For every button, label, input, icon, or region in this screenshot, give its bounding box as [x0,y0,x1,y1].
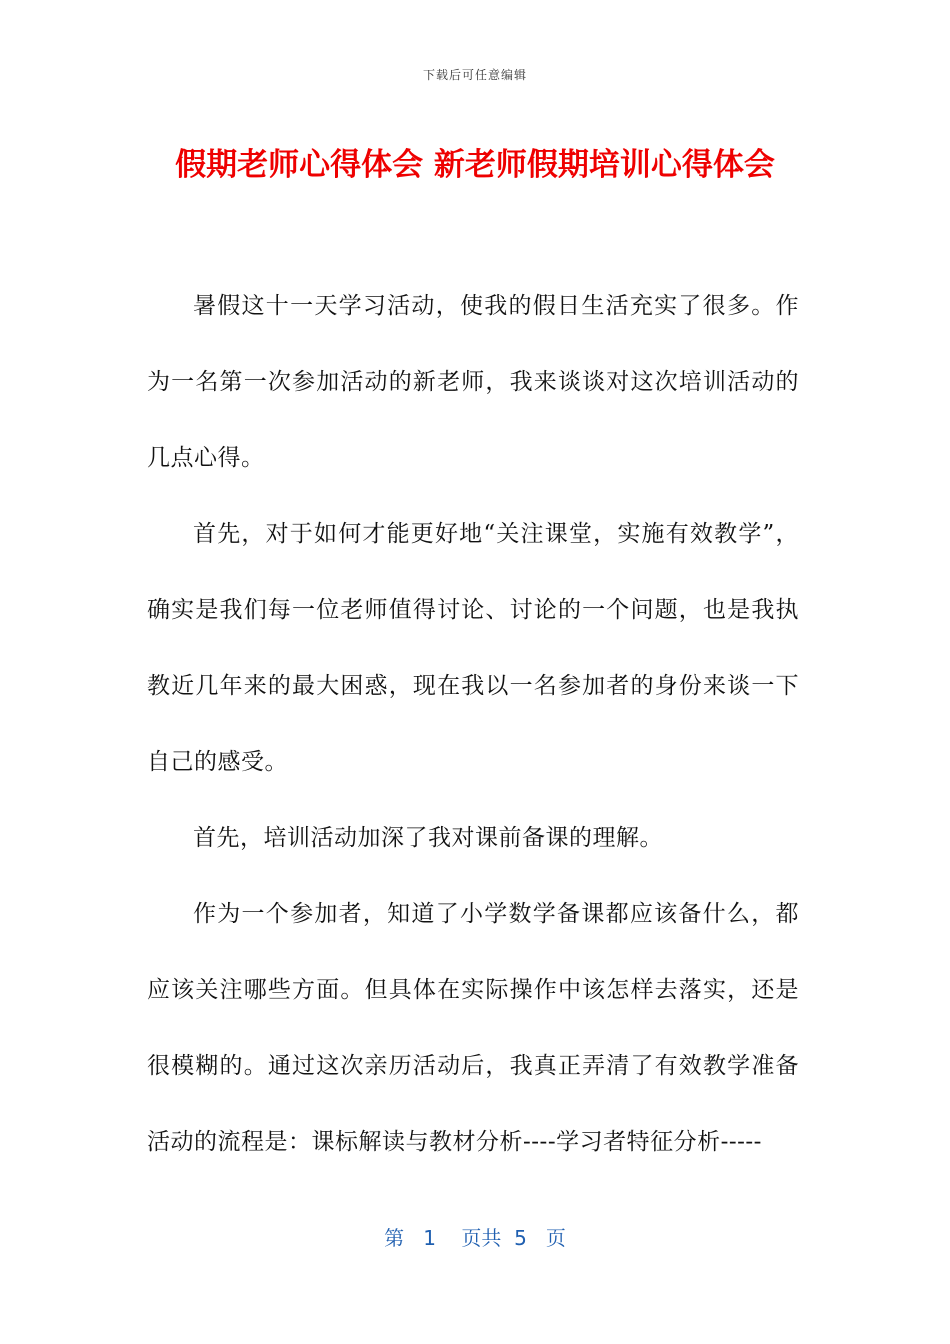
paragraph-2: 首先，对于如何才能更好地“关注课堂，实施有效教学”，确实是我们每一位老师值得讨论、讨论的一个问题，也是我执教近几年来的最大困惑，现在我以一名参加者的身份来谈一下自己的感受。 [147,521,799,775]
footer-suffix: 页 [545,1226,566,1250]
paragraph-4: 作为一个参加者，知道了小学数学备课都应该备什么，都应该关注哪些方面。但具体在实际操作中该怎样去落实，还是很模糊的。通过这次亲历活动后，我真正弄清了有效教学准备活动的流程是：课标解读与教材分析----学习者特征分析----- [147,901,799,1155]
footer-prefix: 第 [384,1226,405,1250]
footer-middle: 页共 [461,1226,502,1250]
page-footer [0,1222,950,1251]
header-note: 下载后可任意编辑 [422,68,527,82]
footer-total-pages: 5 [514,1226,527,1250]
document-body [147,268,799,1180]
paragraph-1: 暑假这十一天学习活动，使我的假日生活充实了很多。作为一名第一次参加活动的新老师，我来谈谈对这次培训活动的几点心得。 [147,293,799,471]
document-title: 假期老师心得体会 新老师假期培训心得体会 [175,147,775,183]
footer-page-number: 1 [423,1226,436,1250]
paragraph-3: 首先，培训活动加深了我对课前备课的理解。 [193,825,663,851]
